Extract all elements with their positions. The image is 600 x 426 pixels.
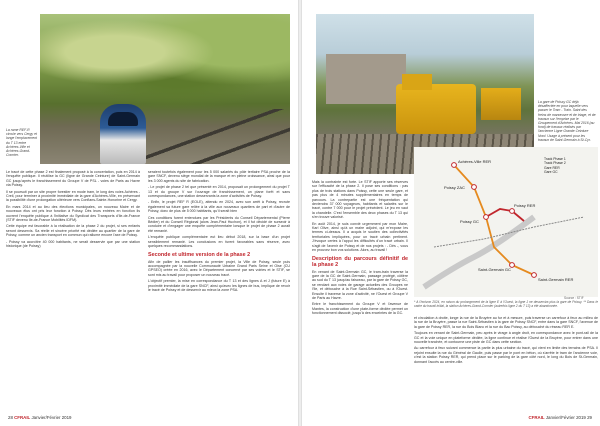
paragraph: Le tracé de cette phase 2 est finalement proposé à la concertation, puis en 2014 à l'enquête publique. Il réutilise la GC (ligne de Grande Ceinture) de Saint-Germain GC jusqu'après le franchissement du Groupe V de PSL - voies de Paris au Havre via Poissy. xyxy=(6,170,140,188)
paragraph: seraient toutefois également pour les 5 000 salariés du pôle tertiaire PSA proche de la gare SNCF, devenu siège mondial de la marque et en pleine croissance, ainsi que pour les 3 000 agents du site de fabrication. xyxy=(148,170,290,183)
map-label: Poissy ZAC xyxy=(444,185,465,190)
paragraph: - Enfin, le projet REF R (EOLE), attendu en 2024, avec son arrêt à Poissy, recrute également sa future gare reliée à la ville aux nouveaux quartiers de part et d'autre de Poissy, donc de plus de 5 000 habitants, qu'il serait bien xyxy=(148,200,290,214)
issue-date: Janvier/Février 2019 xyxy=(31,415,72,420)
legend-item: Track Phase 2 xyxy=(544,161,566,166)
paragraph: L'objectif premier, la mise en correspondance du T 13 et des lignes A et J (future E) à proximité immédiate de la gare SNCF, ainsi qu'avec les lignes de bus, implique de revoir le tracé de Poissy et de desservir au mieux la zone PSA. xyxy=(148,279,290,292)
section-heading: Seconde et ultime version de la phase 2 xyxy=(148,251,251,258)
right-column-1 xyxy=(312,180,408,318)
issue-date: Janvier/Février 2019 xyxy=(545,415,586,420)
right-column-2 xyxy=(414,316,598,366)
paragraph: Toujours en venant de Saint-Germain, peu après le virage à angle droit, en correspondance avec le pont-rail de la GC et la voie unique en plateforme dédiée, la ligne continue et réalise l'Ouest de la Bruyère, pour entrer dans une nouvelle tranchée, et contourne une piste de GC dans cette section. xyxy=(414,331,598,345)
paragraph: Entre le franchissement du Groupe V et l'avenue de Mantes, la construction d'une plate-forme dédiée permet un fonctionnement dissocié, jusqu'à des enceintes de la GC. xyxy=(312,302,408,316)
paragraph: Afin de pallier les insuffisances du premier projet, la Ville de Poissy, seule puis accompagnée par la nouvelle Communauté Urbaine Grand Paris Seine et Oise (CU GPSEO) créée en 2016, avec le Département concerné par ses voiries et le STIF, se sont mis au travail pour proposer un nouveau tracé. xyxy=(148,259,290,277)
paragraph: Au carrefour à feux suivant commence la partie la plus urbaine du tracé, qui vient en limite des terrains de PSA. Il rejoint ensuite la rue du Général de Gaulle, puis passe par le pont en béton, où s'arrête le tram de l'ancienne voie, c'est la station Poissy RER, qui prend place sur le parking de la gare côté nord, le long du Bois de St-Germain, donnant l'accès au centre-ville. xyxy=(414,346,598,364)
map-note: * A l'horizon 2024, en raison du prolongement de la ligne E à l'Ouest, la ligne J ne desservira plus la gare de Poissy. ** Dans le cadre du travail initial, la station Achères-Grand-Cormier (autrefois ligne 2 du T 13) a été abandonnée. xyxy=(414,300,598,308)
left-column-1 xyxy=(6,170,140,251)
map-label: Poissy GC xyxy=(460,219,479,224)
paragraph: et circulation à droite, longe la rue de la Bruyère au fur et à mesure, puis traverse un carrefour à feux au milieu de la rue de la Bruyère, passe la rue Saint-Sébastien à la gare de Poissy SNCF, entre dans la gare SNCF, l'avenue de la gare de Poissy RER, la rue du Bois Blanc et la rue du Bac Poissy, au débouché du réseau RER E. xyxy=(414,316,598,329)
train-photo xyxy=(40,14,290,164)
paragraph: En août 2014, je suis convié urgemment par mon Maire, Karl Olive, ainsi qu'à un maire adjoint, qui m'expose les termes ci-dessus. Il a acquis le soutien des collectivités territoriales impliquées, pour un tracé urbain pertinent. J'évoque certes à l'appui les difficultés d'un tracé urbain. Il s'agit de l'avenir de Poissy et de nos projets : - Dès -, vous en prouvez bon vos solutions. Alors, au travail ! xyxy=(312,221,408,253)
magazine-name: CFRAIL xyxy=(14,415,31,420)
map-label: Achères-Ville RER xyxy=(458,159,492,164)
left-footer xyxy=(8,415,72,420)
left-column-2 xyxy=(148,170,290,294)
paragraph: - Le projet de phase 2 tel que présenté en 2014, proposait un prolongement du projet T 13 et du groupe V sur l'ouvrage de franchissement, un plane forêt et sans correspondances, une station desservants la zone d'activités de Poissy. xyxy=(148,185,290,199)
paragraph: En venant de Saint-Germain GC, le tram-train traverse la gare de la GC de Saint-Germain, passage protégé, côtière au sud du T 13 jusqu'au faisceau, par la gare de Poissy GC, se rendant aux voies de garage actuelles des Groupes ne l'île, et débouche à la Rue Saint-Sébastien, ou à l'Ouest. Ensuite il traverse la zone d'activité, ne l'Ouest et Groupe V de Paris au Havre. xyxy=(312,269,408,300)
legend-item: Gare RER xyxy=(544,165,560,170)
right-footer xyxy=(529,415,593,420)
map-source: Source : STIF xyxy=(564,296,584,300)
right-page xyxy=(302,0,600,426)
section-heading: Description du parcours définitif de la phase 2 xyxy=(312,255,408,268)
photo-caption: La rame REF-R circule vers Cergy et longe l'emplacement du T 13 entre Achères-Ville et Achères-Grand-Cormier. xyxy=(6,128,37,158)
legend-item: Track Phase 1 xyxy=(544,157,566,161)
photo-caption: La gare de Poissy GC déjà désaffectée en pour laquelle vers passer le Tram - Train. Saint des freins de manœuvre et de triage, et de travaux sur l'emprise par le Groupement d'Achères. Mai 2016 (au fond) de travaux réalisés par l'ancienne Ligne Grande Ceinture Nord. Usage à présent pour les travaux de Saint-Germain à St-Cyr. xyxy=(538,100,596,142)
locomotive-image xyxy=(396,84,476,134)
magazine-name: CFRAIL xyxy=(528,415,545,420)
map-legend xyxy=(544,157,596,175)
legend-item: Gare GC xyxy=(544,170,558,175)
paragraph: Il se poursuit par un site propre forestier en mode tram, le long des voies Achères - Creil, pour terminer à proximité immédiate de la gare d'Achères-Ville, en préservant la possibilité d'une prolongation ultérieure vers Conflans-Sainte-Honorine et Cergy. xyxy=(6,189,140,203)
left-page xyxy=(0,0,298,426)
paragraph: - Poissy va accroître 40 000 habitants, ne serait desservie que par une station historique (de Poissy) xyxy=(6,239,140,249)
map-label: Saint-Germain RER xyxy=(538,277,574,282)
map-label: Saint-Germain GC xyxy=(478,267,511,272)
paragraph: Cette équipe est favorable à la réalisation de la phase 2 du projet, si ses enfants seront desservis. Sa réelle et sincère priorité est dédiée au quartier de la gare de Poissy, comme un ancien transport en commun qui rallume encore l'axe de Poissy. xyxy=(6,224,140,238)
page-number: 28 xyxy=(8,415,13,420)
paragraph: Mais la contrainte est forte. Le STIF apporte ses réserves sur l'efficacité de la phase 2. Il pose ses conditions : pas plus de trois stations dans Poissy, cette une seule gare, et pas plus de 4 minutes supplémentaires en temps de parcours. La contrepartie est une fréquentation qui deviendra 37 000 voyageurs, habitants et salariés sur le tracé, contre 7 000 pour le projet précédent. Le jeu en vaut la chandelle. C'est l'ensemble des deux phases du T 13 qui s'en trouve valorisé. xyxy=(312,180,408,220)
paragraph: L'enquête publique complémentaire eut lieu début 2018, sur la base d'un projet sensiblement remanié. Les conclusions en furent favorables sans réserve, avec quelques recommandations. xyxy=(148,235,290,249)
map-label: Poissy RER xyxy=(514,203,536,208)
page-number: 29 xyxy=(587,415,592,420)
route-map xyxy=(414,147,598,297)
paragraph: Ces conditions furent entendues par les Présidents du Conseil Départemental (Pierre Bédier) et du Conseil Régional (alors Jean-Paul Huchon), et il fut décidé de surseoir à conduire et d'engager une enquête complémentaire lorsque le projet de phase 2 aurait été remanié. xyxy=(148,215,290,233)
paragraph: En mars 2014 et au lieu des élections municipales, un nouveau Maire et de nouveaux élus ont pris leur fonction à Poissy. Dès leurs entrées en fonction ils ouvrent l'enquête publique à l'initiative du Syndicat des Transports d'Ile-de-France (STIF devenu Ile-de-France Mobilités IDFM). xyxy=(6,204,140,223)
